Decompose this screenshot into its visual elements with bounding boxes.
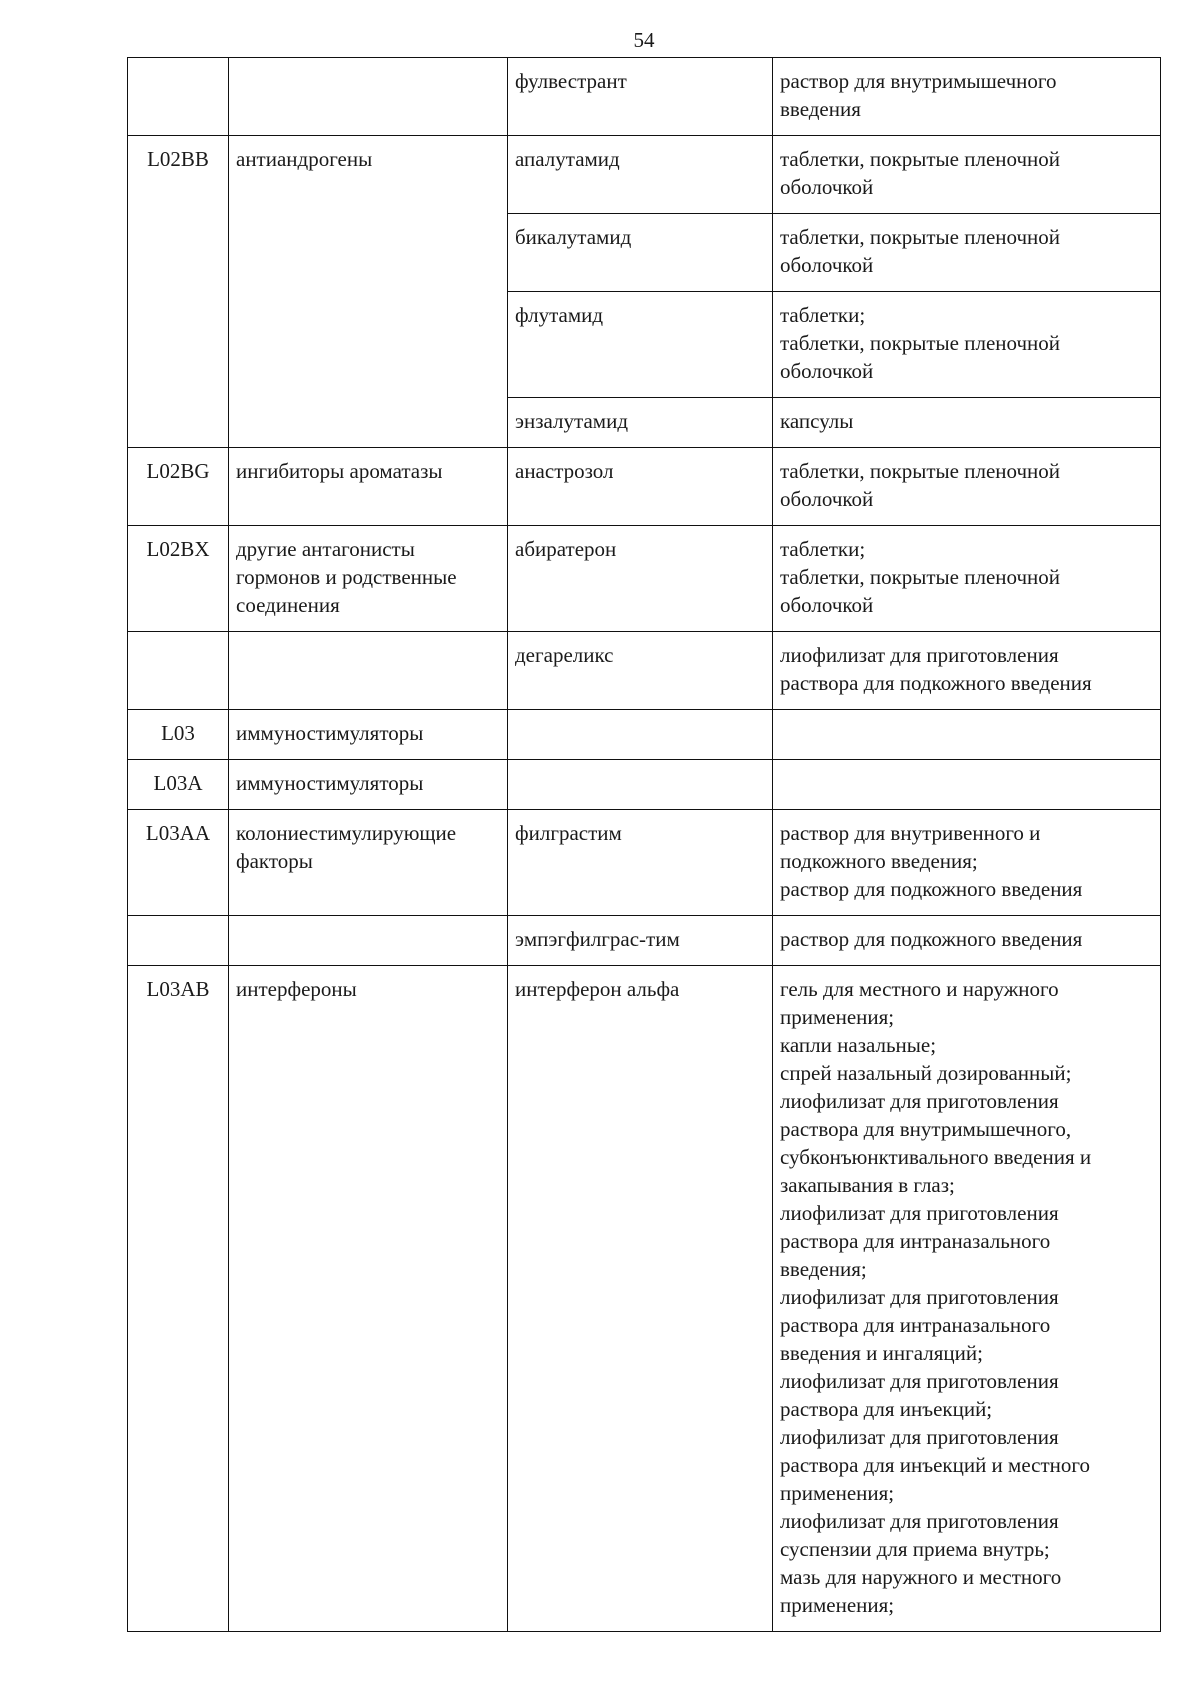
dosage-form-line: таблетки, покрытые пленочной	[780, 225, 1061, 249]
group-line: факторы	[236, 849, 313, 873]
dosage-form-line: суспензии для приема внутрь;	[780, 1537, 1050, 1561]
dosage-forms-cell	[773, 760, 1161, 810]
dosage-forms-cell	[773, 214, 1161, 292]
table-row	[128, 760, 1161, 810]
dosage-form-line: раствор для внутривенного и	[780, 821, 1041, 845]
group-cell	[229, 526, 508, 632]
dosage-form-line: раствора для интраназального	[780, 1313, 1051, 1337]
dosage-form-line: применения;	[780, 1481, 895, 1505]
dosage-forms-cell	[773, 916, 1161, 966]
atc-code-cell: L03AA	[128, 810, 229, 916]
dosage-form-line: оболочкой	[780, 593, 874, 617]
dosage-form-line: подкожного введения;	[780, 849, 978, 873]
dosage-form-line: введения и ингаляций;	[780, 1341, 983, 1365]
dosage-form-line: лиофилизат для приготовления	[780, 1089, 1059, 1113]
atc-code-cell: L02BB	[128, 136, 229, 448]
group-cell	[229, 966, 508, 1632]
drug-name-cell: интерферон альфа	[508, 966, 773, 1632]
dosage-form-line: таблетки;	[780, 303, 866, 327]
group-cell	[229, 632, 508, 710]
group-cell	[229, 710, 508, 760]
drug-name-cell	[508, 710, 773, 760]
dosage-form-line: раствора для внутримышечного,	[780, 1117, 1072, 1141]
table-row	[128, 136, 1161, 214]
dosage-form-line: лиофилизат для приготовления	[780, 1425, 1059, 1449]
table-row	[128, 632, 1161, 710]
dosage-form-line: применения;	[780, 1593, 895, 1617]
dosage-form-line: раствора для инъекций;	[780, 1397, 993, 1421]
table-row	[128, 710, 1161, 760]
drug-name-cell: энзалутамид	[508, 398, 773, 448]
dosage-form-line: таблетки;	[780, 537, 866, 561]
dosage-form-line: раствора для инъекций и местного	[780, 1453, 1091, 1477]
dosage-forms-cell	[773, 632, 1161, 710]
dosage-form-line: лиофилизат для приготовления	[780, 643, 1059, 667]
dosage-forms-cell	[773, 292, 1161, 398]
dosage-form-line: применения;	[780, 1005, 895, 1029]
drug-table	[127, 57, 1161, 1632]
table-row	[128, 526, 1161, 632]
table-row	[128, 966, 1161, 1632]
dosage-form-line: лиофилизат для приготовления	[780, 1509, 1059, 1533]
page-number: 54	[633, 28, 655, 52]
dosage-form-line: лиофилизат для приготовления	[780, 1201, 1059, 1225]
atc-code-cell	[128, 632, 229, 710]
dosage-form-line: оболочкой	[780, 359, 874, 383]
dosage-form-line: раствор для подкожного введения	[780, 877, 1083, 901]
dosage-form-line: оболочкой	[780, 487, 874, 511]
drug-name-cell: эмпэгфилграс-тим	[508, 916, 773, 966]
dosage-form-line: раствор для подкожного введения	[780, 927, 1083, 951]
group-cell	[229, 136, 508, 448]
atc-code-cell: L02BG	[128, 448, 229, 526]
dosage-form-line: раствора для интраназального	[780, 1229, 1051, 1253]
atc-code-cell: L02BX	[128, 526, 229, 632]
dosage-form-line: раствора для подкожного введения	[780, 671, 1092, 695]
drug-name-cell: филграстим	[508, 810, 773, 916]
dosage-form-line: капсулы	[780, 409, 854, 433]
table-row	[128, 58, 1161, 136]
drug-name-cell: дегареликс	[508, 632, 773, 710]
table-row	[128, 810, 1161, 916]
group-line: иммуностимуляторы	[236, 771, 424, 795]
group-line: соединения	[236, 593, 340, 617]
table-row	[128, 448, 1161, 526]
atc-code-cell: L03A	[128, 760, 229, 810]
group-line: гормонов и родственные	[236, 565, 457, 589]
group-line: колониестимулирующие	[236, 821, 457, 845]
dosage-form-line: таблетки, покрытые пленочной	[780, 459, 1061, 483]
group-line: иммуностимуляторы	[236, 721, 424, 745]
dosage-form-line: закапывания в глаз;	[780, 1173, 955, 1197]
dosage-form-line: субконъюнктивального введения и	[780, 1145, 1092, 1169]
dosage-forms-cell	[773, 810, 1161, 916]
dosage-form-line: спрей назальный дозированный;	[780, 1061, 1072, 1085]
atc-code-cell	[128, 58, 229, 136]
dosage-form-line: таблетки, покрытые пленочной	[780, 331, 1061, 355]
atc-code-cell	[128, 916, 229, 966]
dosage-form-line: введения	[780, 97, 861, 121]
dosage-forms-cell	[773, 398, 1161, 448]
atc-code-cell: L03AB	[128, 966, 229, 1632]
group-cell	[229, 58, 508, 136]
drug-name-cell	[508, 760, 773, 810]
group-line: антиандрогены	[236, 147, 373, 171]
drug-name-cell: фулвестрант	[508, 58, 773, 136]
dosage-form-line: раствор для внутримышечного	[780, 69, 1057, 93]
group-line: другие антагонисты	[236, 537, 415, 561]
dosage-forms-cell	[773, 966, 1161, 1632]
dosage-form-line: лиофилизат для приготовления	[780, 1369, 1059, 1393]
group-cell	[229, 448, 508, 526]
group-cell	[229, 810, 508, 916]
group-line: интерфероны	[236, 977, 357, 1001]
dosage-form-line: оболочкой	[780, 175, 874, 199]
dosage-forms-cell	[773, 710, 1161, 760]
dosage-form-line: введения;	[780, 1257, 867, 1281]
group-line: ингибиторы ароматазы	[236, 459, 443, 483]
table-row	[128, 916, 1161, 966]
atc-code-cell: L03	[128, 710, 229, 760]
dosage-form-line: капли назальные;	[780, 1033, 937, 1057]
drug-name-cell: апалутамид	[508, 136, 773, 214]
drug-name-cell: флутамид	[508, 292, 773, 398]
dosage-forms-cell	[773, 526, 1161, 632]
group-cell	[229, 760, 508, 810]
group-cell	[229, 916, 508, 966]
dosage-form-line: таблетки, покрытые пленочной	[780, 147, 1061, 171]
drug-name-cell: абиратерон	[508, 526, 773, 632]
drug-name-cell: анастрозол	[508, 448, 773, 526]
dosage-form-line: оболочкой	[780, 253, 874, 277]
dosage-form-line: мазь для наружного и местного	[780, 1565, 1062, 1589]
dosage-form-line: гель для местного и наружного	[780, 977, 1059, 1001]
dosage-forms-cell	[773, 448, 1161, 526]
dosage-forms-cell	[773, 58, 1161, 136]
dosage-form-line: лиофилизат для приготовления	[780, 1285, 1059, 1309]
drug-name-cell: бикалутамид	[508, 214, 773, 292]
dosage-form-line: таблетки, покрытые пленочной	[780, 565, 1061, 589]
dosage-forms-cell	[773, 136, 1161, 214]
